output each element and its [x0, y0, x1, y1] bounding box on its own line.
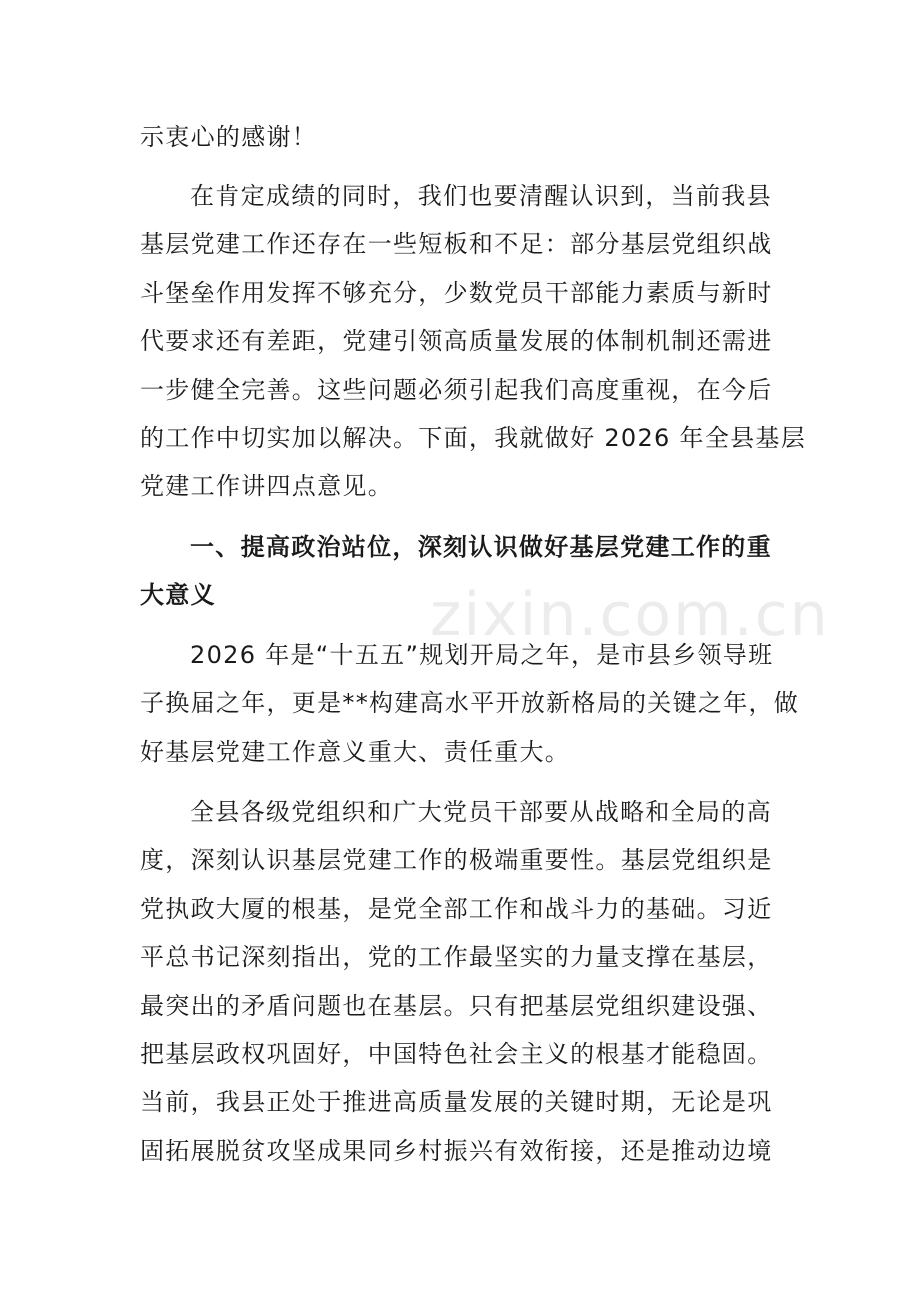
text-line: 最突出的矛盾问题也在基层。只有把基层党组织建设强、: [140, 991, 773, 1020]
text-line: 子换届之年，更是**构建高水平开放新格局的关键之年，做: [140, 689, 800, 718]
text-line: 代要求还有差距，党建引领高质量发展的体制机制还需进: [140, 327, 773, 356]
text-line: 在肯定成绩的同时，我们也要清醒认识到，当前我县: [190, 182, 772, 210]
text-line: 把基层政权巩固好，中国特色社会主义的根基才能稳固。: [140, 1039, 773, 1068]
paragraph-shortcomings: [140, 172, 807, 511]
text-line: 基层党建工作还存在一些短板和不足：部分基层党组织战: [140, 230, 773, 259]
text-line: 好基层党建工作意义重大、责任重大。: [140, 737, 571, 766]
text-line: 斗堡垒作用发挥不够充分，少数党员干部能力素质与新时: [140, 278, 773, 307]
text-line: 一步健全完善。这些问题必须引起我们高度重视，在今后: [140, 375, 773, 404]
text-line: 示衷心的感谢！: [140, 123, 318, 151]
heading-line: 一、提高政治站位，深刻认识做好基层党建工作的重: [190, 533, 772, 561]
text-line: 度，深刻认识基层党建工作的极端重要性。基层党组织是: [140, 846, 773, 875]
paragraph-significance: [140, 631, 800, 776]
paragraph-continuation: [140, 113, 785, 161]
text-line: 全县各级党组织和广大党员干部要从战略和全局的高: [190, 798, 772, 826]
text-line: 党建工作讲四点意见。: [140, 472, 393, 501]
text-line: 固拓展脱贫攻坚成果同乡村振兴有效衔接，还是推动边境: [140, 1136, 773, 1165]
paragraph-importance: [140, 788, 785, 1175]
section-heading: [140, 523, 785, 620]
text-line: 2026 年是“十五五”规划开局之年，是市县乡领导班: [190, 641, 774, 669]
text-line: 党执政大厦的根基，是党全部工作和战斗力的基础。习近: [140, 894, 773, 923]
text-line: 当前，我县正处于推进高质量发展的关键时期，无论是巩: [140, 1088, 773, 1117]
text-line: 的工作中切实加以解决。下面，我就做好 2026 年全县基层: [140, 423, 807, 452]
watermark: zixin.com.cn: [430, 580, 830, 650]
heading-line: 大意义: [140, 581, 216, 610]
text-line: 平总书记深刻指出，党的工作最坚实的力量支撑在基层，: [140, 943, 773, 972]
